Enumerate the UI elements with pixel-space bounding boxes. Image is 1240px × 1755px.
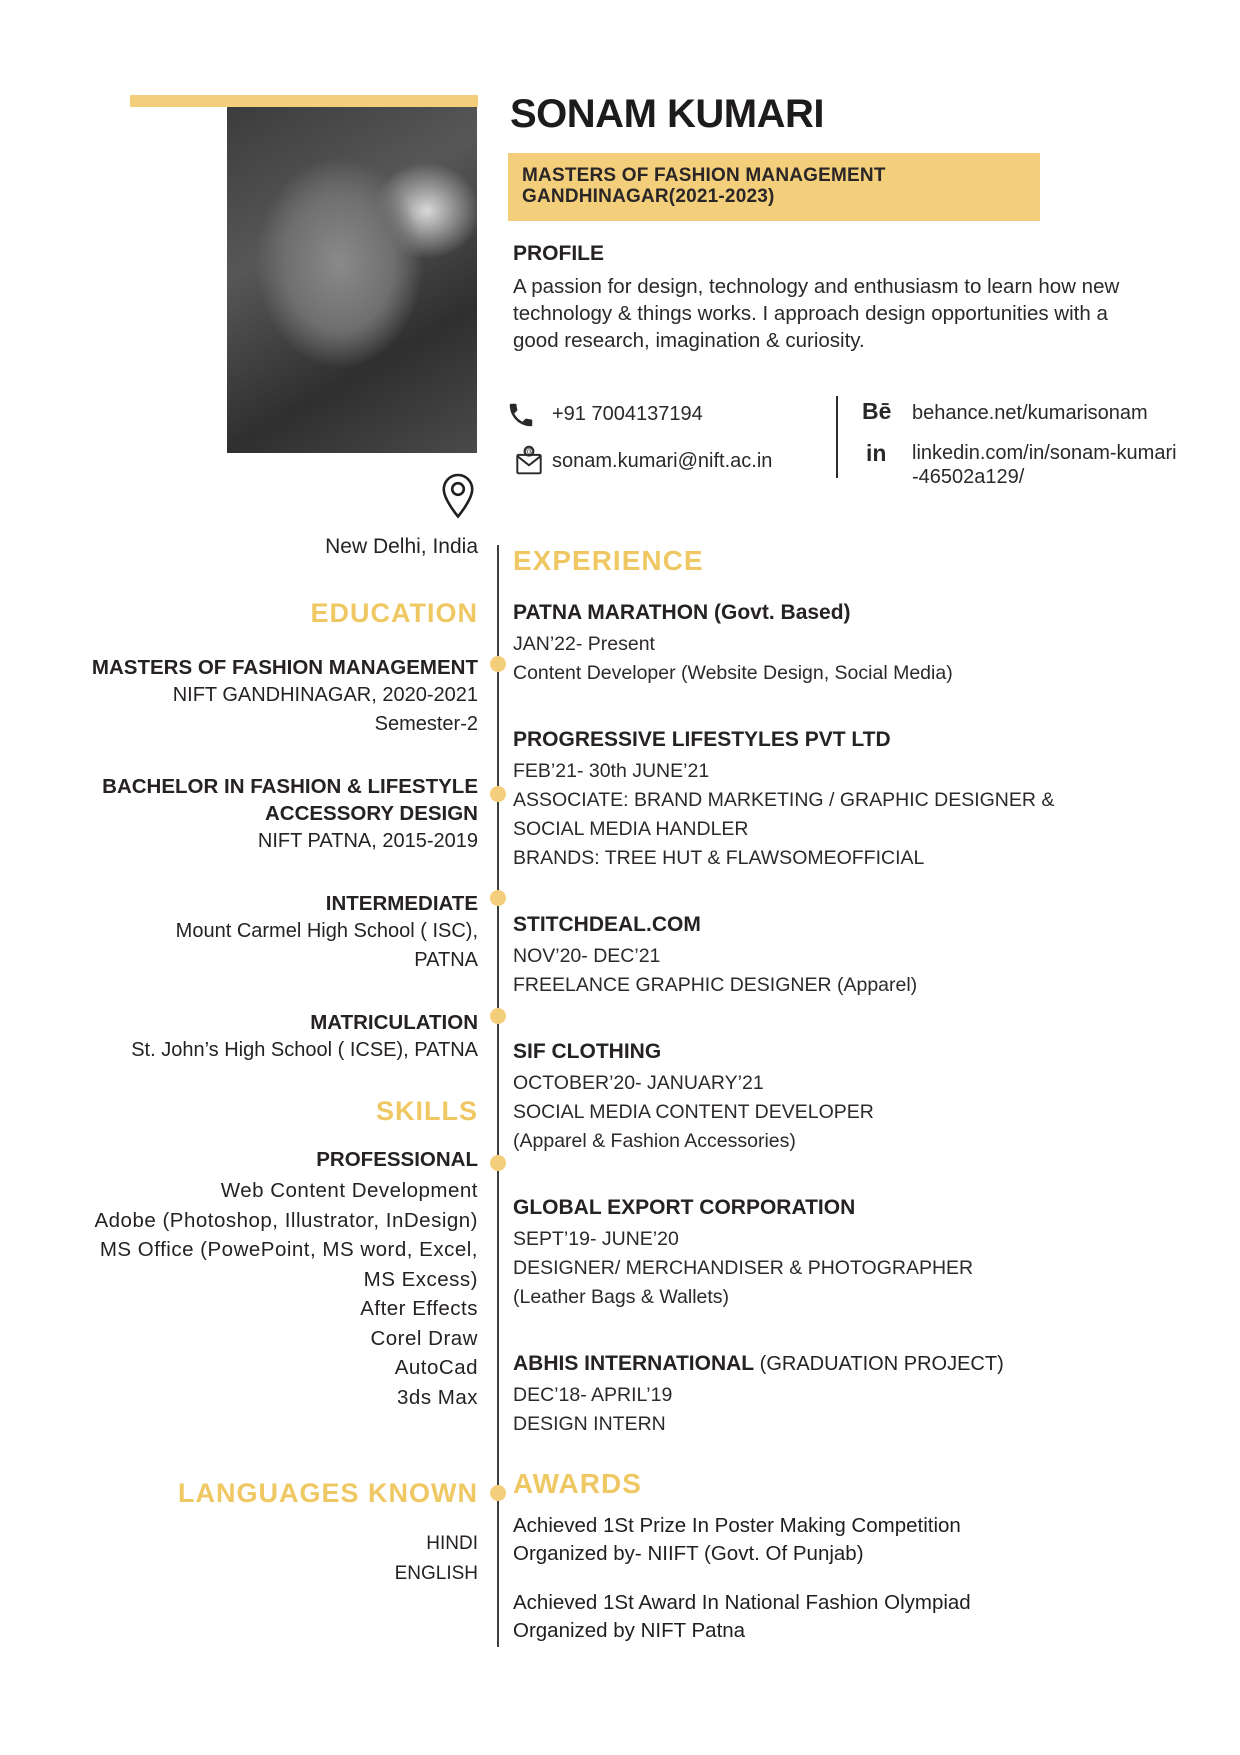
experience-title: STITCHDEAL.COM <box>513 913 701 936</box>
skill-item: AutoCad <box>394 1356 478 1379</box>
svg-text:@: @ <box>524 446 534 456</box>
contact-divider <box>836 396 838 478</box>
timeline-dot <box>490 786 506 802</box>
experience-title: SIF CLOTHING <box>513 1040 662 1063</box>
experience-item <box>513 1194 1125 1312</box>
banner-line2: GANDHINAGAR(2021-2023) <box>522 186 775 207</box>
skill-item: Corel Draw <box>370 1326 478 1350</box>
education-section <box>60 598 478 1099</box>
experience-title: PATNA MARATHON (Govt. Based) <box>513 601 851 624</box>
email-icon <box>514 445 544 482</box>
education-line: NIFT GANDHINAGAR, 2020-2021 <box>172 684 478 706</box>
education-title: INTERMEDIATE <box>325 892 478 915</box>
education-item <box>60 654 478 739</box>
language-item: ENGLISH <box>394 1563 478 1584</box>
education-line: Mount Carmel High School ( ISC), <box>175 920 478 942</box>
linkedin-icon: in <box>866 440 887 466</box>
education-title: MATRICULATION <box>310 1011 478 1034</box>
experience-heading: EXPERIENCE <box>513 545 704 576</box>
skill-item: MS Office (PowePoint, MS word, Excel, MS Excess) <box>99 1238 478 1291</box>
email-address[interactable]: sonam.kumari@nift.ac.in <box>552 450 773 472</box>
education-heading: EDUCATION <box>310 598 478 628</box>
experience-item <box>513 1038 1125 1156</box>
behance-icon: Bē <box>862 398 892 424</box>
experience-line: SOCIAL MEDIA HANDLER <box>513 818 749 840</box>
experience-line: Content Developer (Website Design, Social Media) <box>513 662 953 684</box>
experience-line: (Apparel & Fashion Accessories) <box>513 1130 796 1152</box>
award-item <box>513 1512 1133 1567</box>
languages-section <box>60 1478 478 1588</box>
linkedin-link[interactable] <box>912 441 1177 489</box>
education-item <box>60 1009 478 1065</box>
awards-section <box>513 1468 1133 1666</box>
languages-heading: LANGUAGES KNOWN <box>178 1478 478 1508</box>
education-title: MASTERS OF FASHION MANAGEMENT <box>91 656 478 679</box>
profile-text: A passion for design, technology and enthusiasm to learn how new technology & things works. I approach design opportunities with a good research, imagination & curiosity. <box>513 275 1120 352</box>
linkedin-line1: linkedin.com/in/sonam-kumari <box>912 442 1177 464</box>
skill-item: Adobe (Photoshop, Illustrator, InDesign) <box>94 1208 478 1232</box>
education-item <box>60 773 478 856</box>
skills-heading: SKILLS <box>375 1096 478 1126</box>
award-line: Achieved 1St Prize In Poster Making Competition <box>513 1514 961 1537</box>
experience-line: (Leather Bags & Wallets) <box>513 1286 730 1308</box>
experience-line: SEPT’19- JUNE’20 <box>513 1228 679 1250</box>
skill-item: Web Content Development <box>220 1179 478 1202</box>
timeline-dot <box>490 1485 506 1501</box>
skill-item: 3ds Max <box>397 1385 478 1409</box>
education-line: NIFT PATNA, 2015-2019 <box>257 830 478 852</box>
education-line: Semester-2 <box>374 713 478 735</box>
timeline-dot <box>490 1008 506 1024</box>
column-divider <box>497 545 499 1647</box>
linkedin-line2: -46502a129/ <box>912 466 1025 488</box>
education-title: BACHELOR IN FASHION & LIFESTYLE ACCESSORY DESIGN <box>102 775 478 825</box>
skills-subheading: PROFESSIONAL <box>316 1148 478 1171</box>
skill-item: After Effects <box>360 1297 478 1320</box>
education-line: St. John’s High School ( ICSE), PATNA <box>131 1039 478 1061</box>
language-item: HINDI <box>426 1533 478 1554</box>
awards-heading: AWARDS <box>513 1468 642 1499</box>
experience-line: FREELANCE GRAPHIC DESIGNER (Apparel) <box>513 974 918 996</box>
location-text: New Delhi, India <box>325 535 478 558</box>
experience-line: FEB’21- 30th JUNE’21 <box>513 760 710 782</box>
experience-item <box>513 726 1125 873</box>
experience-title-main: ABHIS INTERNATIONAL <box>513 1352 755 1375</box>
experience-line: OCTOBER’20- JANUARY’21 <box>513 1072 764 1094</box>
profile-heading: PROFILE <box>513 242 605 265</box>
education-line: PATNA <box>414 949 478 971</box>
experience-item <box>513 911 1125 1000</box>
behance-link[interactable]: behance.net/kumarisonam <box>912 402 1148 424</box>
location-block <box>60 470 478 559</box>
accent-bar <box>130 95 478 107</box>
page-title: SONAM KUMARI <box>510 92 824 136</box>
experience-item <box>513 599 1125 688</box>
skills-section <box>78 1096 478 1412</box>
timeline-dot <box>490 890 506 906</box>
experience-line: SOCIAL MEDIA CONTENT DEVELOPER <box>513 1101 874 1123</box>
experience-line: JAN’22- Present <box>513 633 655 655</box>
experience-line: DEC’18- APRIL’19 <box>513 1384 673 1406</box>
experience-title <box>513 1350 1125 1378</box>
education-item <box>60 890 478 975</box>
profile-photo <box>227 107 477 453</box>
title-banner <box>508 153 1040 221</box>
timeline-dot <box>490 1155 506 1171</box>
location-pin-icon <box>60 470 476 527</box>
experience-line: DESIGN INTERN <box>513 1413 666 1435</box>
timeline-dot <box>490 656 506 672</box>
experience-title: GLOBAL EXPORT CORPORATION <box>513 1196 856 1219</box>
profile-section <box>513 242 1121 354</box>
phone-number[interactable]: +91 7004137194 <box>552 403 703 425</box>
phone-icon <box>506 400 536 435</box>
experience-item <box>513 1350 1125 1439</box>
experience-section <box>513 545 1125 1477</box>
experience-title-note: (GRADUATION PROJECT) <box>754 1353 1004 1375</box>
experience-line: DESIGNER/ MERCHANDISER & PHOTOGRAPHER <box>513 1257 974 1279</box>
award-line: Organized by NIFT Patna <box>513 1618 746 1642</box>
banner-line1: MASTERS OF FASHION MANAGEMENT <box>522 165 886 186</box>
award-line: Achieved 1St Award In National Fashion Olympiad <box>513 1591 971 1614</box>
award-item <box>513 1589 1133 1644</box>
experience-line: NOV’20- DEC’21 <box>513 945 661 967</box>
experience-line: BRANDS: TREE HUT & FLAWSOMEOFFICIAL <box>513 847 925 869</box>
experience-title: PROGRESSIVE LIFESTYLES PVT LTD <box>513 728 891 751</box>
award-line: Organized by- NIIFT (Govt. Of Punjab) <box>513 1541 864 1565</box>
experience-line: ASSOCIATE: BRAND MARKETING / GRAPHIC DESIGNER & <box>513 789 1055 811</box>
